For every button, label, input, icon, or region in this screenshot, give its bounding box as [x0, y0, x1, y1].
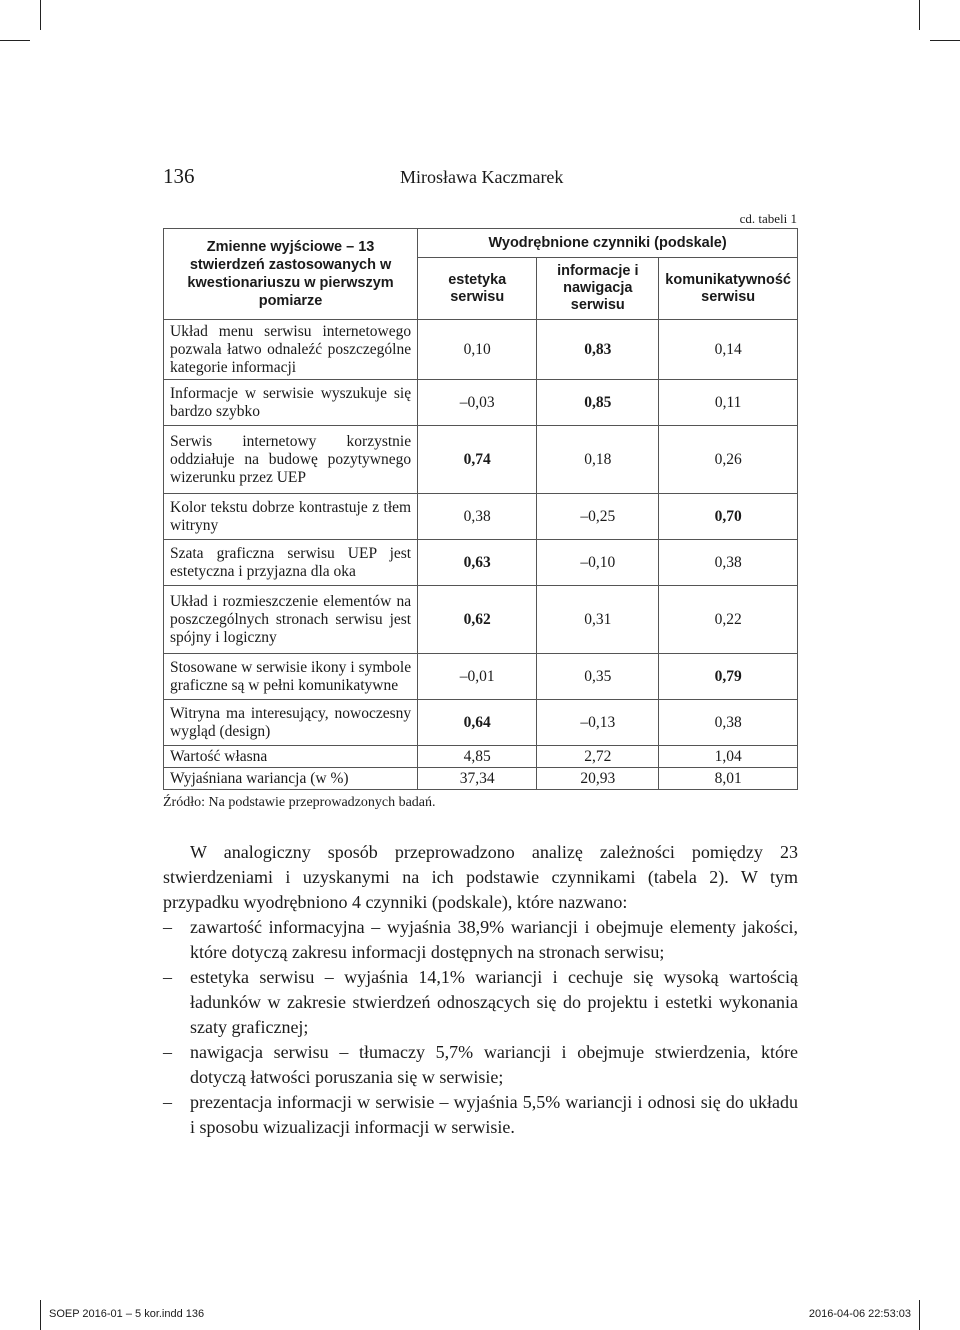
loading-value: 0,79 — [659, 654, 798, 700]
factor-column-header: informacje i nawigacja serwisu — [537, 258, 659, 320]
loading-value: 0,35 — [537, 654, 659, 700]
factors-header: Wyodrębnione czynniki (podskale) — [418, 229, 798, 258]
variable-label: Wartość własna — [164, 746, 418, 768]
factor-list — [163, 915, 798, 1140]
loading-value: –0,01 — [418, 654, 537, 700]
variable-label: Stosowane w serwisie ikony i symbole graficzne są w pełni komunikatywne — [164, 654, 418, 700]
list-item — [163, 915, 798, 965]
table-row — [164, 320, 798, 380]
page-number: 136 — [163, 164, 195, 188]
list-dash: – — [163, 917, 172, 937]
footer-file-info: SOEP 2016-01 – 5 kor.indd 136 — [49, 1308, 205, 1320]
body-paragraph: W analogiczny sposób przeprowadzono analizę zależności pomiędzy 23 stwierdzeniami i uzyskanymi na ich podstawie czynnikami (tabela 2). W tym przypadku wyodrębniono 4 czynniki (podskale), które nazwano: — [163, 842, 798, 912]
factor-column-header: komunikatywność serwisu — [659, 258, 798, 320]
loading-value: 0,31 — [537, 586, 659, 654]
loading-value: 0,64 — [418, 700, 537, 746]
loading-value: 0,18 — [537, 426, 659, 494]
crop-mark — [919, 0, 920, 30]
crop-mark — [930, 40, 960, 41]
loading-value: –0,10 — [537, 540, 659, 586]
list-item-text: prezentacja informacji w serwisie – wyjaśnia 5,5% wariancji i odnosi się do układu i sposobu wizualizacji informacji w serwisie. — [190, 1092, 798, 1137]
loading-value: 0,11 — [659, 380, 798, 426]
loading-value: 37,34 — [418, 768, 537, 790]
table-row — [164, 654, 798, 700]
variable-label: Witryna ma interesujący, nowoczesny wygląd (design) — [164, 700, 418, 746]
list-dash: – — [163, 1092, 172, 1112]
loading-value: 8,01 — [659, 768, 798, 790]
crop-mark — [40, 1300, 41, 1330]
table-row — [164, 768, 798, 790]
table-row — [164, 540, 798, 586]
table-row — [164, 380, 798, 426]
table-body — [164, 320, 798, 790]
list-item — [163, 1040, 798, 1090]
loading-value: 0,10 — [418, 320, 537, 380]
variable-label: Wyjaśniana wariancja (w %) — [164, 768, 418, 790]
variable-label: Układ i rozmieszczenie elementów na poszczególnych stronach serwisu jest spójny i logiczny — [164, 586, 418, 654]
body-text — [163, 840, 798, 1140]
crop-mark — [40, 0, 41, 30]
crop-mark — [919, 1300, 920, 1330]
list-item-text: nawigacja serwisu – tłumaczy 5,7% wariancji i obejmuje stwierdzenia, które dotyczą łatwości poruszania się w serwisie; — [190, 1042, 798, 1087]
footer-timestamp: 2016-04-06 22:53:03 — [808, 1308, 911, 1320]
variable-label: Układ menu serwisu internetowego pozwala łatwo odnaleźć poszczególne kategorie informacji — [164, 320, 418, 380]
variable-label: Informacje w serwisie wyszukuje się bardzo szybko — [164, 380, 418, 426]
table-row — [164, 700, 798, 746]
loading-value: 4,85 — [418, 746, 537, 768]
table-row — [164, 586, 798, 654]
variables-header: Zmienne wyjściowe – 13 stwierdzeń zastosowanych w kwestionariuszu w pierwszym pomiarze — [164, 229, 418, 320]
table-row — [164, 426, 798, 494]
loading-value: 0,38 — [659, 700, 798, 746]
factor-loadings-table — [163, 228, 798, 790]
list-item — [163, 965, 798, 1040]
list-item — [163, 1090, 798, 1140]
loading-value: 0,22 — [659, 586, 798, 654]
list-dash: – — [163, 1042, 172, 1062]
loading-value: –0,13 — [537, 700, 659, 746]
loading-value: –0,03 — [418, 380, 537, 426]
list-item-text: zawartość informacyjna – wyjaśnia 38,9% wariancji i obejmuje elementy jakości, które dotyczą zakresu informacji dostępnych na stronach serwisu; — [190, 917, 798, 962]
loading-value: 0,38 — [418, 494, 537, 540]
loading-value: 0,38 — [659, 540, 798, 586]
loading-value: –0,25 — [537, 494, 659, 540]
variable-label: Szata graficzna serwisu UEP jest estetyczna i przyjazna dla oka — [164, 540, 418, 586]
table-row — [164, 494, 798, 540]
loading-value: 0,62 — [418, 586, 537, 654]
loading-value: 0,83 — [537, 320, 659, 380]
loading-value: 0,85 — [537, 380, 659, 426]
loading-value: 0,70 — [659, 494, 798, 540]
loading-value: 2,72 — [537, 746, 659, 768]
list-item-text: estetyka serwisu – wyjaśnia 14,1% wariancji i cechuje się wysoką wartością ładunków w zakresie stwierdzeń odnoszących się do projektu i estetki wykonania szaty graficznej; — [190, 967, 798, 1037]
table-continuation-note: cd. tabeli 1 — [739, 211, 797, 226]
list-dash: – — [163, 967, 172, 987]
loading-value: 0,74 — [418, 426, 537, 494]
loading-value: 0,63 — [418, 540, 537, 586]
loading-value: 0,26 — [659, 426, 798, 494]
variable-label: Serwis internetowy korzystnie oddziałuje na budowę pozytywnego wizerunku przez UEP — [164, 426, 418, 494]
running-header-author: Mirosława Kaczmarek — [400, 167, 564, 187]
table-row — [164, 746, 798, 768]
crop-mark — [0, 40, 30, 41]
factor-column-header: estetyka serwisu — [418, 258, 537, 320]
loading-value: 20,93 — [537, 768, 659, 790]
variable-label: Kolor tekstu dobrze kontrastuje z tłem witryny — [164, 494, 418, 540]
table-source-note: Źródło: Na podstawie przeprowadzonych badań. — [163, 795, 436, 810]
loading-value: 1,04 — [659, 746, 798, 768]
loading-value: 0,14 — [659, 320, 798, 380]
